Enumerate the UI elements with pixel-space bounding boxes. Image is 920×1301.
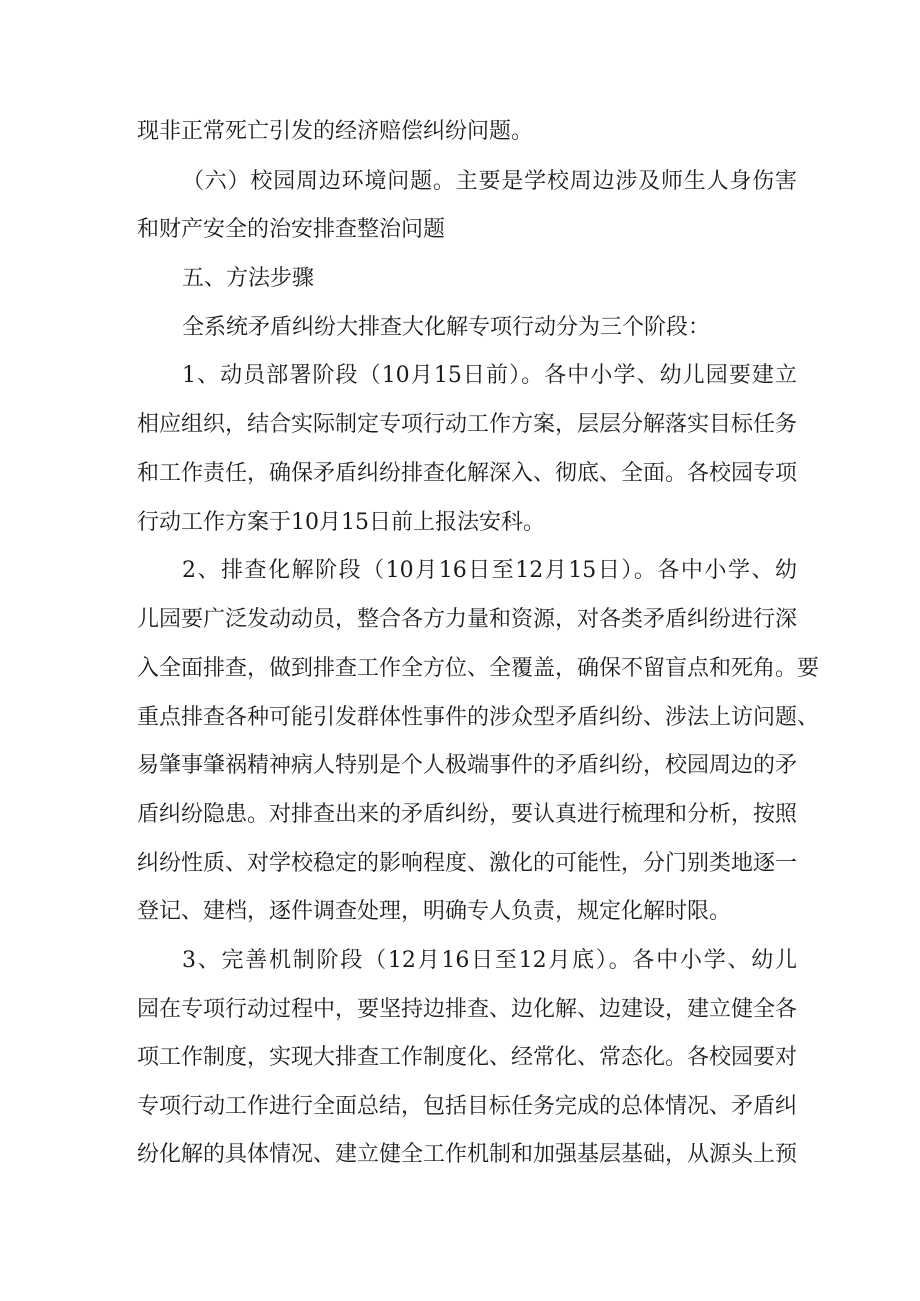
text-line: 纷化解的具体情况、建立健全工作机制和加强基层基础，从源头上预 (137, 1142, 798, 1167)
text-line: 纠纷性质、对学校稳定的影响程度、激化的可能性，分门别类地逐一 (137, 851, 798, 876)
text-line: 1、动员部署阶段（10月15日前）。各中小学、幼儿园要建立 (182, 363, 797, 388)
text-line: 儿园要广泛发动动员，整合各方力量和资源，对各类矛盾纠纷进行深 (137, 607, 798, 632)
section-heading: 五、方法步骤 (182, 266, 315, 291)
text-line: 和财产安全的治安排查整治问题 (137, 217, 446, 242)
text-line: 和工作责任，确保矛盾纠纷排查化解深入、彻底、全面。各校园专项 (137, 461, 798, 486)
text-line: 登记、建档，逐件调查处理，明确专人负责，规定化解时限。 (137, 899, 732, 924)
text-line: 全系统矛盾纠纷大排查大化解专项行动分为三个阶段： (182, 315, 711, 340)
text-line: 专项行动工作进行全面总结，包括目标任务完成的总体情况、矛盾纠 (137, 1094, 798, 1119)
text-line: 现非正常死亡引发的经济赔偿纠纷问题。 (137, 119, 534, 144)
text-line: 相应组织，结合实际制定专项行动工作方案，层层分解落实目标任务 (137, 412, 798, 437)
text-line: 重点排查各种可能引发群体性事件的涉众型矛盾纠纷、涉法上访问题、 (137, 705, 820, 730)
text-line: 入全面排查，做到排查工作全方位、全覆盖，确保不留盲点和死角。要 (137, 656, 820, 681)
text-line: 项工作制度，实现大排查工作制度化、经常化、常态化。各校园要对 (137, 1045, 798, 1070)
text-line: 行动工作方案于10月15日前上报法安科。 (137, 510, 545, 535)
text-line: 3、完善机制阶段（12月16日至12月底）。各中小学、幼儿 (182, 948, 797, 973)
text-line: 园在专项行动过程中，要坚持边排查、边化解、边建设，建立健全各 (137, 997, 798, 1022)
text-line: 易肇事肇祸精神病人特别是个人极端事件的矛盾纠纷，校园周边的矛 (137, 753, 798, 778)
text-line: 2、排查化解阶段（10月16日至12月15日）。各中小学、幼 (182, 558, 797, 583)
text-line: 盾纠纷隐患。对排查出来的矛盾纠纷，要认真进行梳理和分析，按照 (137, 802, 798, 827)
text-line: （六）校园周边环境问题。主要是学校周边涉及师生人身伤害 (182, 169, 797, 194)
